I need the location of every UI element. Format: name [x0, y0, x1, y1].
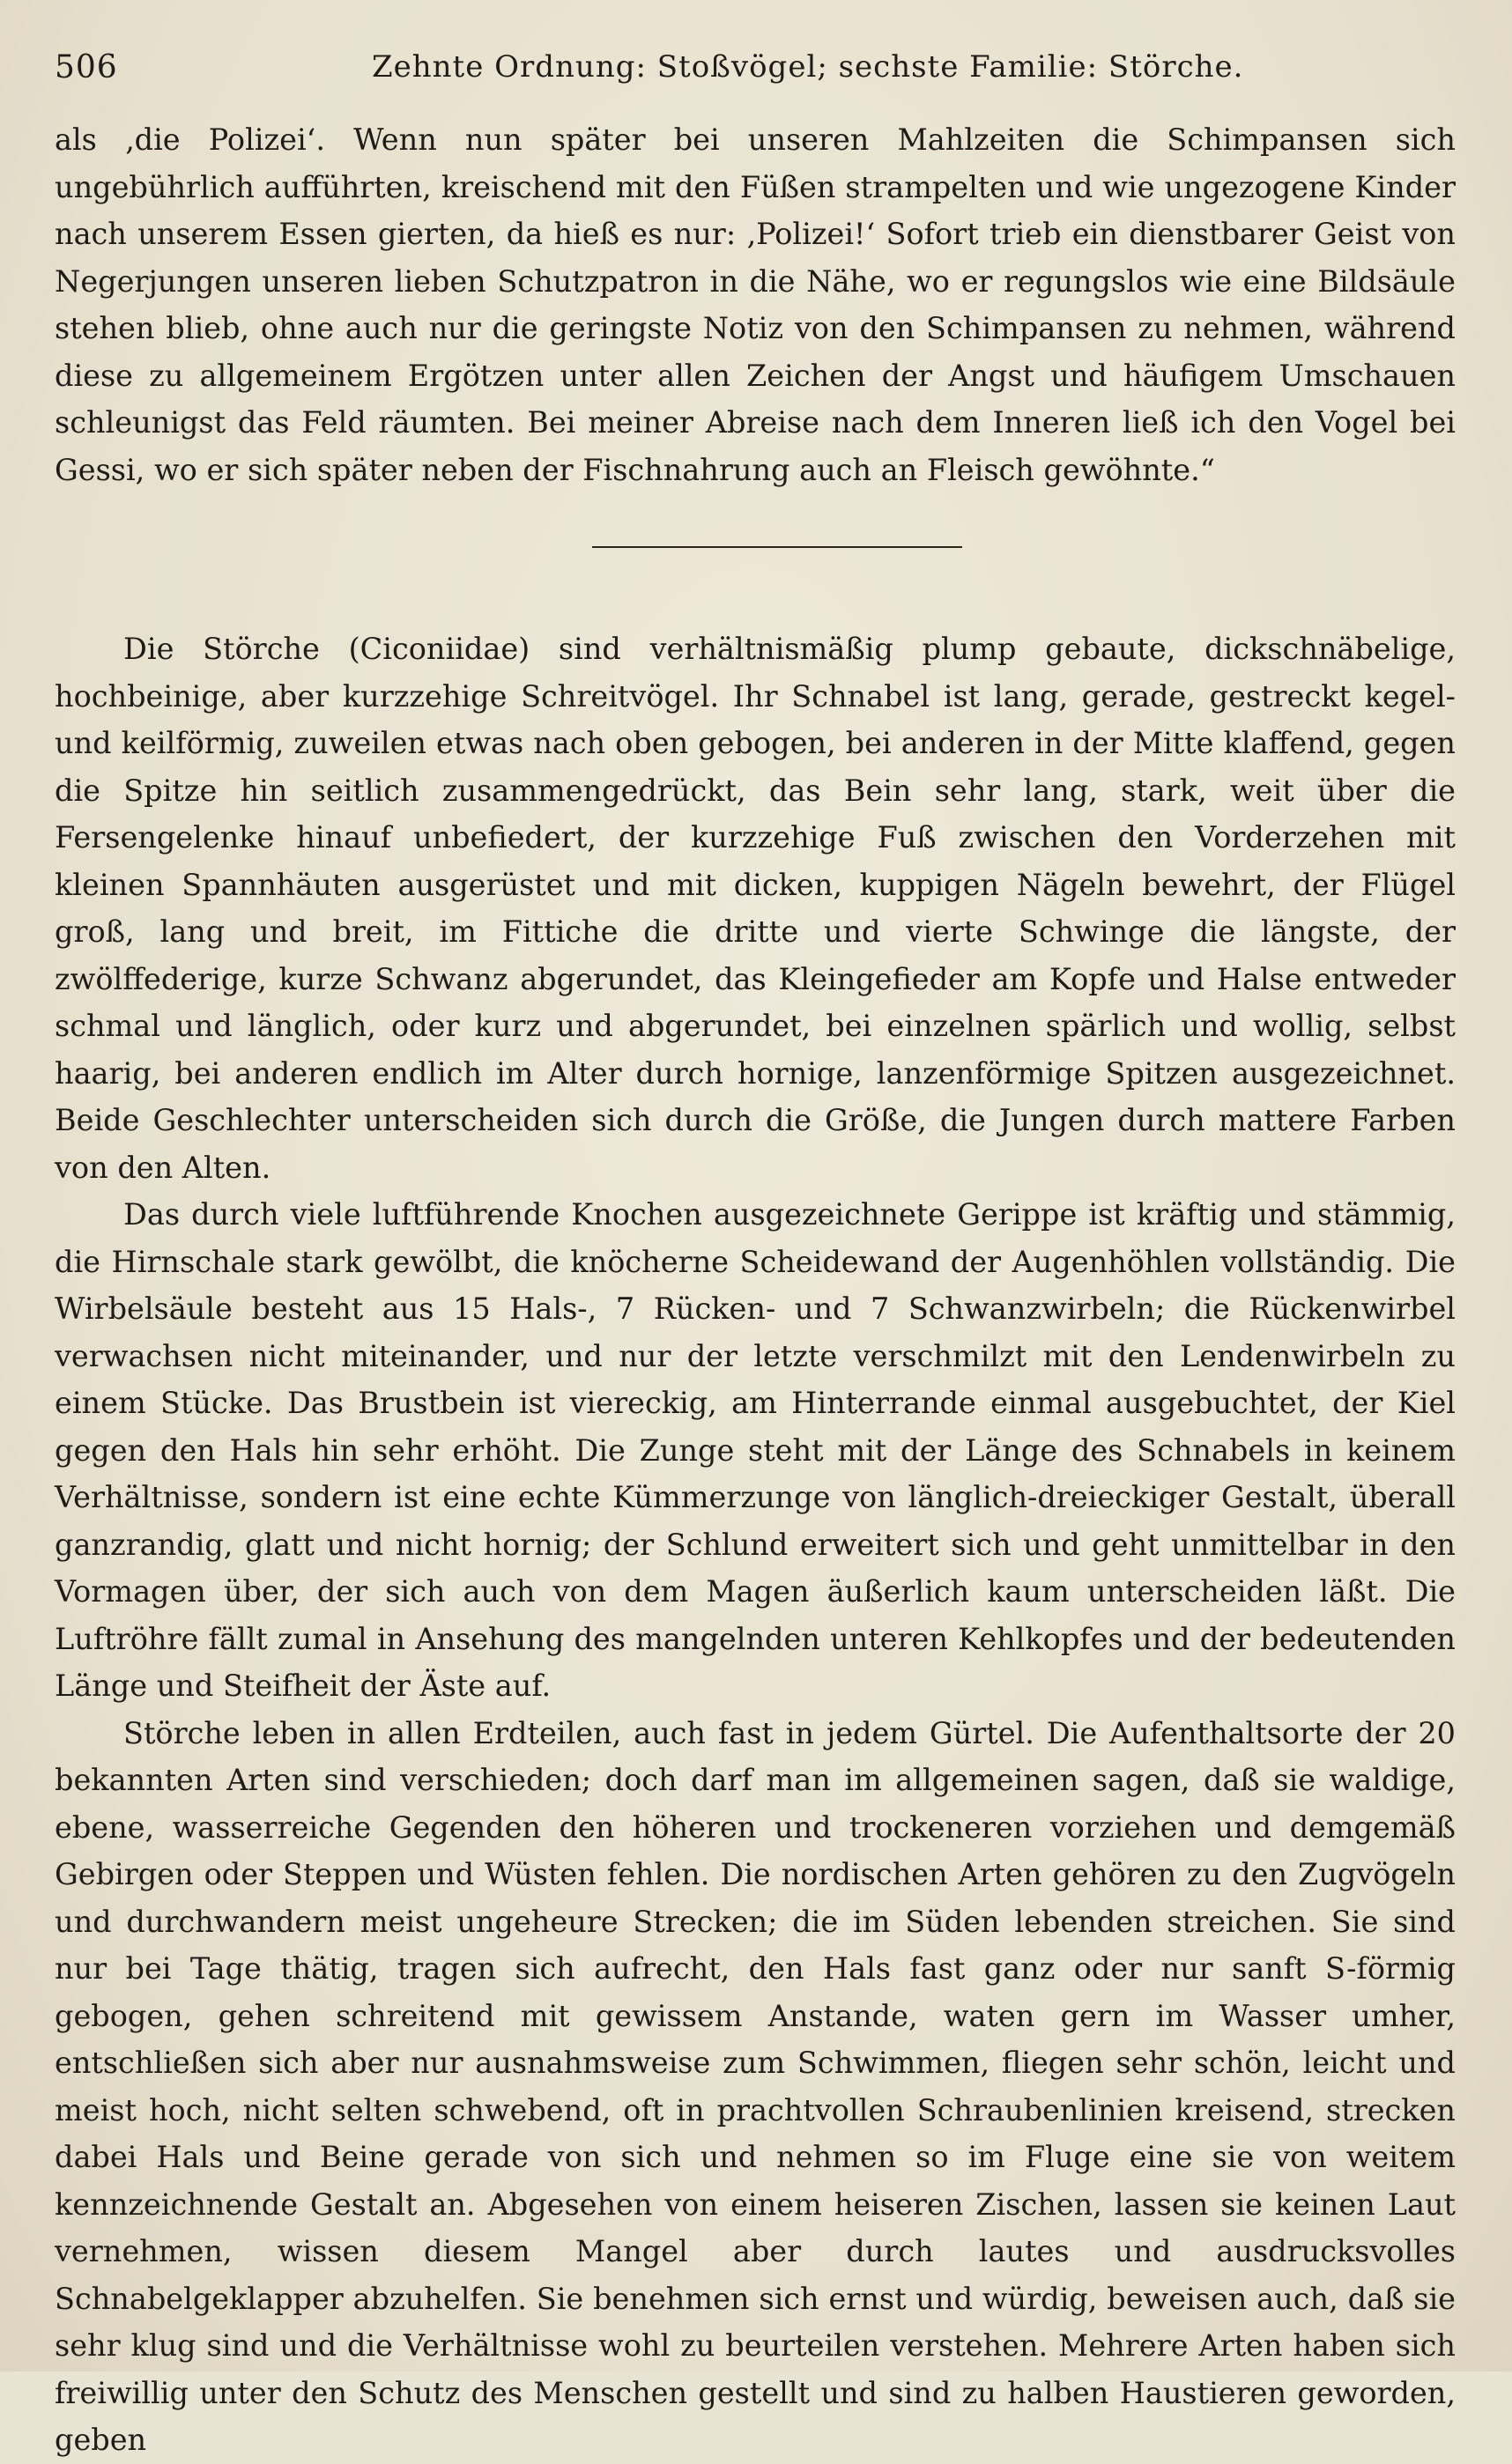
running-head: Zehnte Ordnung: Stoßvögel; sechste Familie: Störche.: [372, 49, 1244, 85]
paragraph-skeleton: Das durch viele luftführende Knochen ausgezeichnete Gerippe ist kräftig und stämmig, die Hirnschale stark gewölbt, die knöcherne Scheidewand der Augenhöhlen vollständig. Die Wirbelsäule besteht aus 15 Hals-, 7 Rücken- und 7 Schwanzwirbeln; die Rückenwirbel verwachsen nicht miteinander, und nur der letzte verschmilzt mit den Lendenwirbeln zu einem Stücke. Das Brustbein ist viereckig, am Hinterrande einmal ausgebuchtet, der Kiel gegen den Hals hin sehr erhöht. Die Zunge steht mit der Länge des Schnabels in keinem Verhältnisse, sondern ist eine echte Kümmerzunge von länglich-dreieckiger Gestalt, überall ganzrandig, glatt und nicht hornig; der Schlund erweitert sich und geht unmittelbar in den Vormagen über, der sich auch von dem Magen äußerlich kaum unterscheiden läßt. Die Luftröhre fällt zumal in Ansehung des mangelnden unteren Kehlkopfes und der bedeutenden Länge und Steifheit der Äste auf.: [55, 1197, 1456, 1703]
paragraph-continued-quote: als ‚die Polizei‘. Wenn nun später bei unseren Mahlzeiten die Schimpansen sich ungebührlich aufführten, kreischend mit den Füßen strampelten und wie ungezogene Kinder nach unserem Essen gierten, da hieß es nur: ‚Polizei!‘ Sofort trieb ein dienstbarer Geist von Negerjungen unseren lieben Schutzpatron in die Nähe, wo er regungslos wie eine Bildsäule stehen blieb, ohne auch nur die geringste Notiz von den Schimpansen zu nehmen, während diese zu allgemeinem Ergötzen unter allen Zeichen der Angst und häufigem Umschauen schleunigst das Feld räumten. Bei meiner Abreise nach dem Inneren ließ ich den Vogel bei Gessi, wo er sich später neben der Fischnahrung auch an Fleisch gewöhnte.“: [55, 122, 1456, 487]
page-header: [55, 44, 1464, 97]
body-text: [55, 116, 1456, 2464]
paragraph-family-description: Die Störche (Ciconiidae) sind verhältnismäßig plump gebaute, dickschnäbelige, hochbeinige, aber kurzzehige Schreitvögel. Ihr Schnabel ist lang, gerade, gestreckt kegel- und keilförmig, zuweilen etwas nach oben gebogen, bei anderen in der Mitte klaffend, gegen die Spitze hin seitlich zusammengedrückt, das Bein sehr lang, stark, weit über die Fersengelenke hinauf unbefiedert, der kurzzehige Fuß zwischen den Vorderzehen mit kleinen Spannhäuten ausgerüstet und mit dicken, kuppigen Nägeln bewehrt, der Flügel groß, lang und breit, im Fittiche die dritte und vierte Schwinge die längste, der zwölffederige, kurze Schwanz abgerundet, das Kleingefieder am Kopfe und Halse entweder schmal und länglich, oder kurz und abgerundet, bei einzelnen spärlich und wollig, selbst haarig, bei anderen endlich im Alter durch hornige, lanzenförmige Spitzen ausgezeichnet. Beide Geschlechter unterscheiden sich durch die Größe, die Jungen durch mattere Farben von den Alten.: [55, 632, 1456, 1185]
section-divider: [55, 493, 1456, 625]
section-rule: [592, 546, 962, 548]
page-number: 506: [55, 49, 118, 85]
paragraph-distribution: Störche leben in allen Erdteilen, auch fast in jedem Gürtel. Die Aufenthaltsorte der 20 bekannten Arten sind verschieden; doch darf man im allgemeinen sagen, daß sie waldige, ebene, wasserreiche Gegenden den höheren und trockeneren vorziehen und demgemäß Gebirgen oder Steppen und Wüsten fehlen. Die nordischen Arten gehören zu den Zugvögeln und durchwandern meist ungeheure Strecken; die im Süden lebenden streichen. Sie sind nur bei Tage thätig, tragen sich aufrecht, den Hals fast ganz oder nur sanft S-förmig gebogen, gehen schreitend mit gewissem Anstande, waten gern im Wasser umher, entschließen sich aber nur ausnahmsweise zum Schwimmen, fliegen sehr schön, leicht und meist hoch, nicht selten schwebend, oft in prachtvollen Schraubenlinien kreisend, strecken dabei Hals und Beine gerade von sich und nehmen so im Fluge eine sie von weitem kennzeichnende Gestalt an. Abgesehen von einem heiseren Zischen, lassen sie keinen Laut vernehmen, wissen diesem Mangel aber durch lautes und ausdrucksvolles Schnabelgeklapper abzuhelfen. Sie benehmen sich ernst und würdig, beweisen auch, daß sie sehr klug sind und die Verhältnisse wohl zu beurteilen verstehen. Mehrere Arten haben sich freiwillig unter den Schutz des Menschen gestellt und sind zu halben Haustieren geworden, geben: [55, 1715, 1456, 2457]
